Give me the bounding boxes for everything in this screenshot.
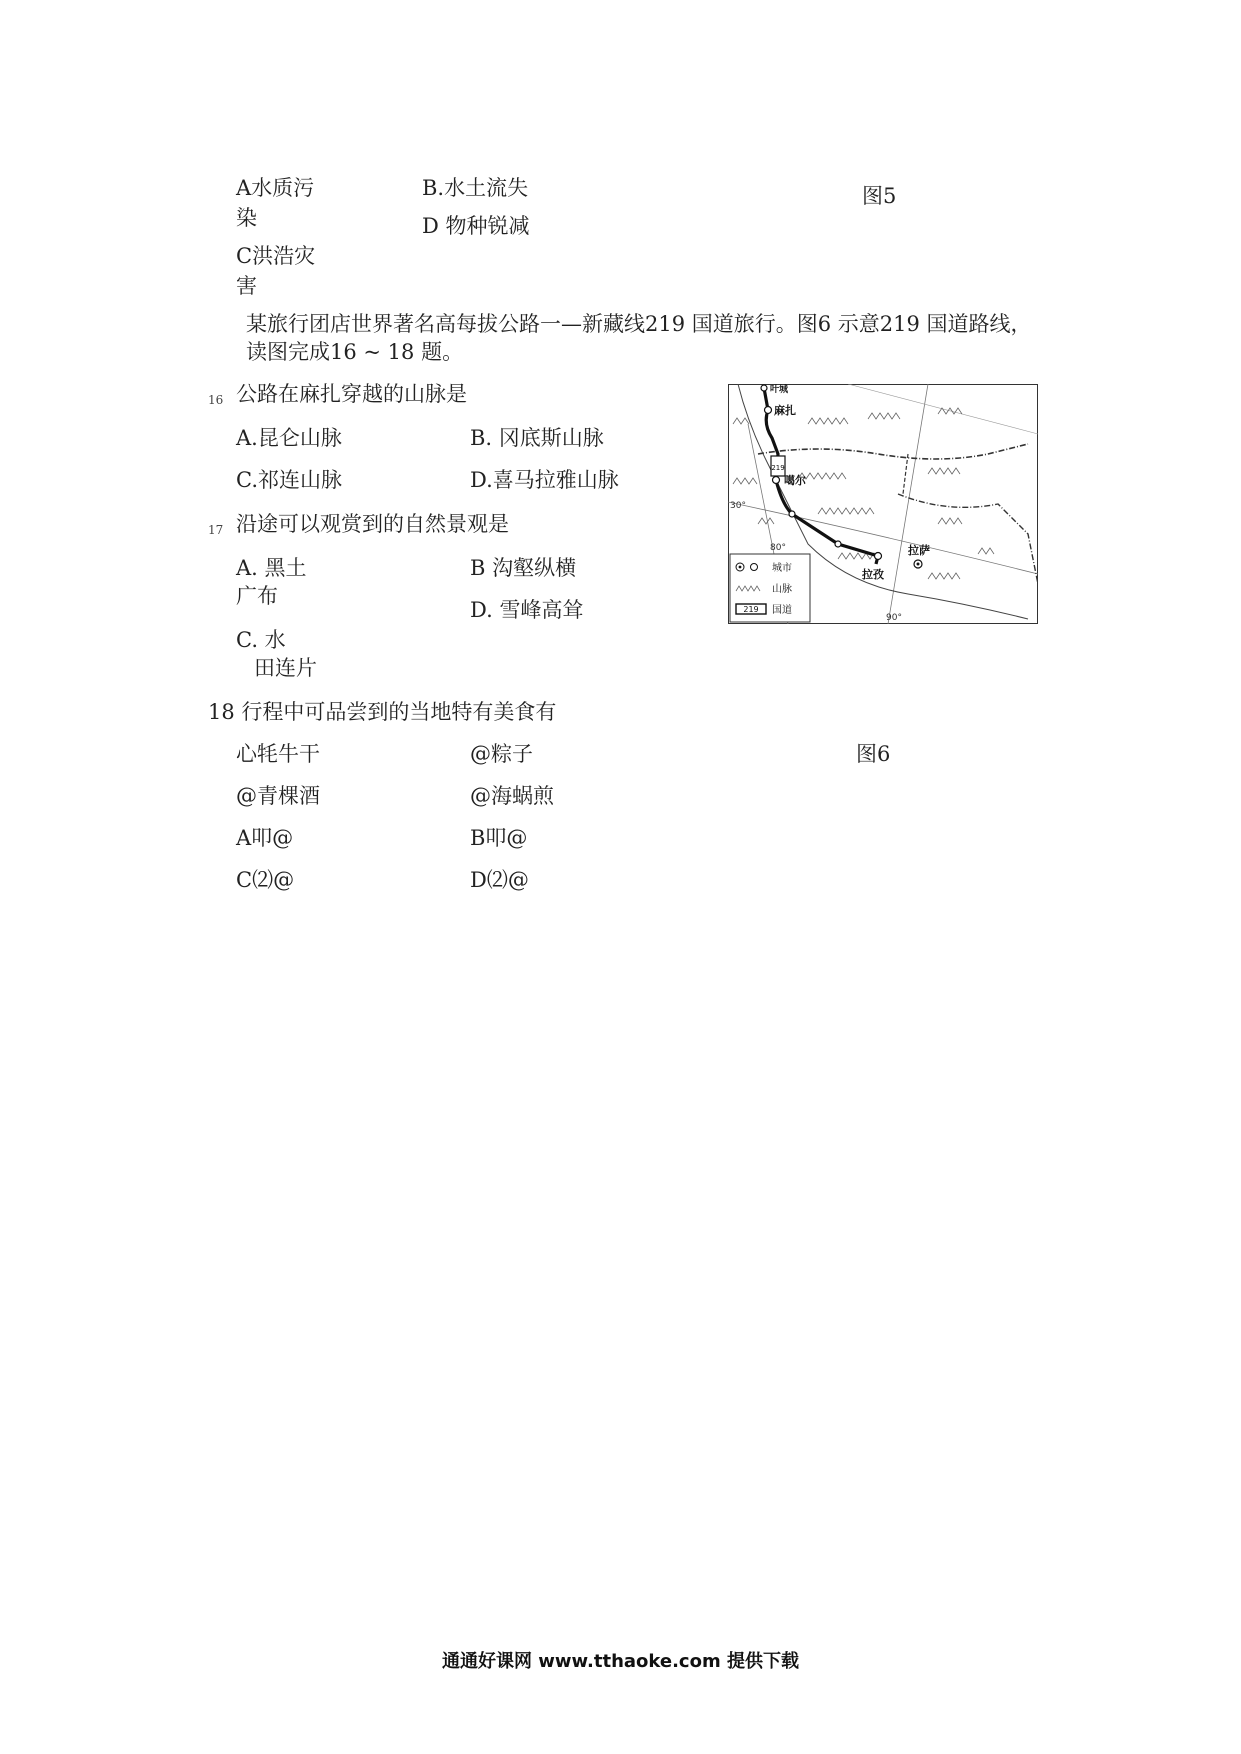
legend-mountain-label: 山脉 <box>772 584 792 595</box>
q17-option-c-line2: 田连片 <box>254 656 317 680</box>
q15-option-c-line1: C洪浩灾 <box>236 244 316 268</box>
q16-option-c: C.祁连山脉 <box>236 468 342 492</box>
city-marker <box>789 511 795 517</box>
q16-option-b: B. 冈底斯山脉 <box>470 426 604 450</box>
q17-option-a-line2: 广布 <box>236 584 278 608</box>
q16-option-a: A.昆仑山脉 <box>236 426 342 450</box>
q16-option-d: D.喜马拉雅山脉 <box>470 468 619 492</box>
longitude-label-80: 80° <box>770 543 786 553</box>
q17-option-b: B 沟壑纵横 <box>470 556 577 580</box>
q18-option-a: A叩@ <box>236 826 294 850</box>
q15-option-d: D 物种锐减 <box>422 214 530 238</box>
q16-stem: 公路在麻扎穿越的山脉是 <box>236 382 467 406</box>
city-label-lhasa: 拉萨 <box>908 544 930 557</box>
q17-option-a-line1: A. 黑土 <box>236 556 307 580</box>
route-shield-number: 219 <box>771 464 785 472</box>
latitude-label-30: 30° <box>730 501 746 511</box>
city-marker-gaer <box>773 477 780 484</box>
figure-5-label: 图5 <box>862 184 897 208</box>
page-footer: 通通好课网 www.tthaoke.com 提供下载 <box>442 1651 799 1672</box>
legend-road-label: 国道 <box>772 605 792 616</box>
legend-capital-dot <box>739 566 742 569</box>
q15-option-b: B.水土流失 <box>422 176 529 200</box>
figure-6-label: 图6 <box>856 742 891 766</box>
q18-option-b: B叩@ <box>470 826 528 850</box>
intro-line-1: 某旅行团店世界著名高每拔公路一—新藏线219 国道旅行。图6 示意219 国道路线， <box>246 312 1032 336</box>
q15-option-a-line1: A水质污 <box>236 176 315 200</box>
city-label-gaer: 噶尔 <box>784 474 806 487</box>
legend-city-icon <box>751 564 758 571</box>
legend-city-label: 城市 <box>772 563 792 574</box>
intro-line-2: 读图完成16 ~ 18 题。 <box>246 340 464 364</box>
q18-item-3: @青棵酒 <box>236 784 320 808</box>
legend-road-number: 219 <box>743 605 759 614</box>
longitude-label-90: 90° <box>886 613 902 623</box>
q17-stem: 沿途可以观赏到的自然景观是 <box>236 512 509 536</box>
q15-option-c-line2: 害 <box>236 274 257 298</box>
city-marker <box>835 541 841 547</box>
q18-item-1: 心牦牛干 <box>236 742 320 766</box>
q18-item-4: @海蜗煎 <box>470 784 554 808</box>
q18-item-2: @粽子 <box>470 742 533 766</box>
q16-number: 16 <box>208 393 224 407</box>
q18-option-c: C⑵@ <box>236 868 295 892</box>
city-marker-lazi <box>875 553 882 560</box>
q17-option-d: D. 雪峰高耸 <box>470 598 584 622</box>
q18-option-d: D⑵@ <box>470 868 529 892</box>
city-marker-mazha <box>765 407 772 414</box>
q15-option-a-line2: 染 <box>236 206 257 230</box>
city-label-lazi: 拉孜 <box>862 568 884 581</box>
q17-option-c-line1: C. 水 <box>236 628 286 652</box>
route-219-map <box>728 384 1038 624</box>
q18-stem: 18 行程中可品尝到的当地特有美食有 <box>208 700 557 724</box>
city-marker <box>761 385 767 391</box>
capital-marker-dot <box>917 563 920 566</box>
q17-number: 17 <box>208 523 224 537</box>
city-label-mazha: 麻扎 <box>774 404 796 417</box>
city-label-top: 叶城 <box>770 385 789 395</box>
